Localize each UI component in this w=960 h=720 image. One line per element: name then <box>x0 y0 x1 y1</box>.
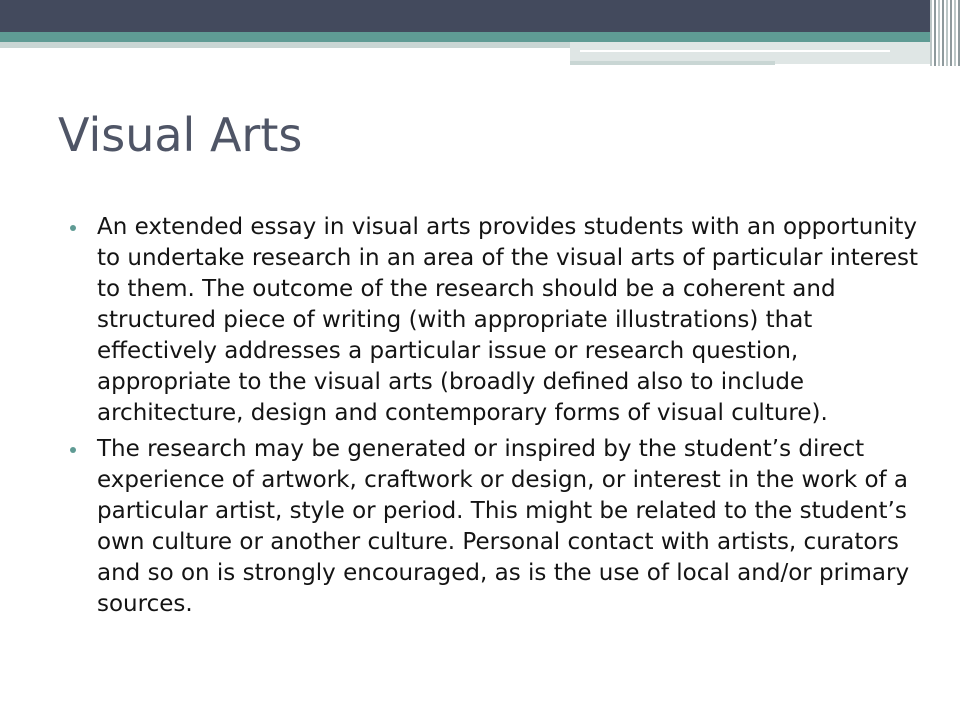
bullet-text: An extended essay in visual arts provides students with an opportunity to undertake research in an area of the visual arts of particular interest to them. The outcome of the research should be a coherent and structured piece of writing (with appropriate illustrations) that effectively addresses a particular issue or research question, appropriate to the visual arts (broadly defined also to include architecture, design and contemporary forms of visual culture). <box>97 214 919 426</box>
header-band-lower-line <box>570 61 775 65</box>
bullet-text: The research may be generated or inspired by the student’s direct experience of artwork, craftwork or design, or interest in the work of a particular artist, style or period. This might be related to the student’s own culture or another culture. Personal contact with artists, curators and so on is strongly encouraged, as is the use of local and/or primary sources. <box>97 436 910 617</box>
header-band-grey <box>0 42 570 48</box>
header-band-white-line <box>580 50 890 52</box>
bullet-item <box>60 212 920 429</box>
bullet-dot-icon <box>70 225 76 231</box>
bullet-list <box>60 212 920 625</box>
header-band-teal <box>0 32 960 42</box>
header-band-dark <box>0 0 960 32</box>
bullet-dot-icon <box>70 447 76 453</box>
bullet-item <box>60 434 920 620</box>
header-vertical-stripes <box>930 0 960 66</box>
slide-title: Visual Arts <box>58 108 303 162</box>
